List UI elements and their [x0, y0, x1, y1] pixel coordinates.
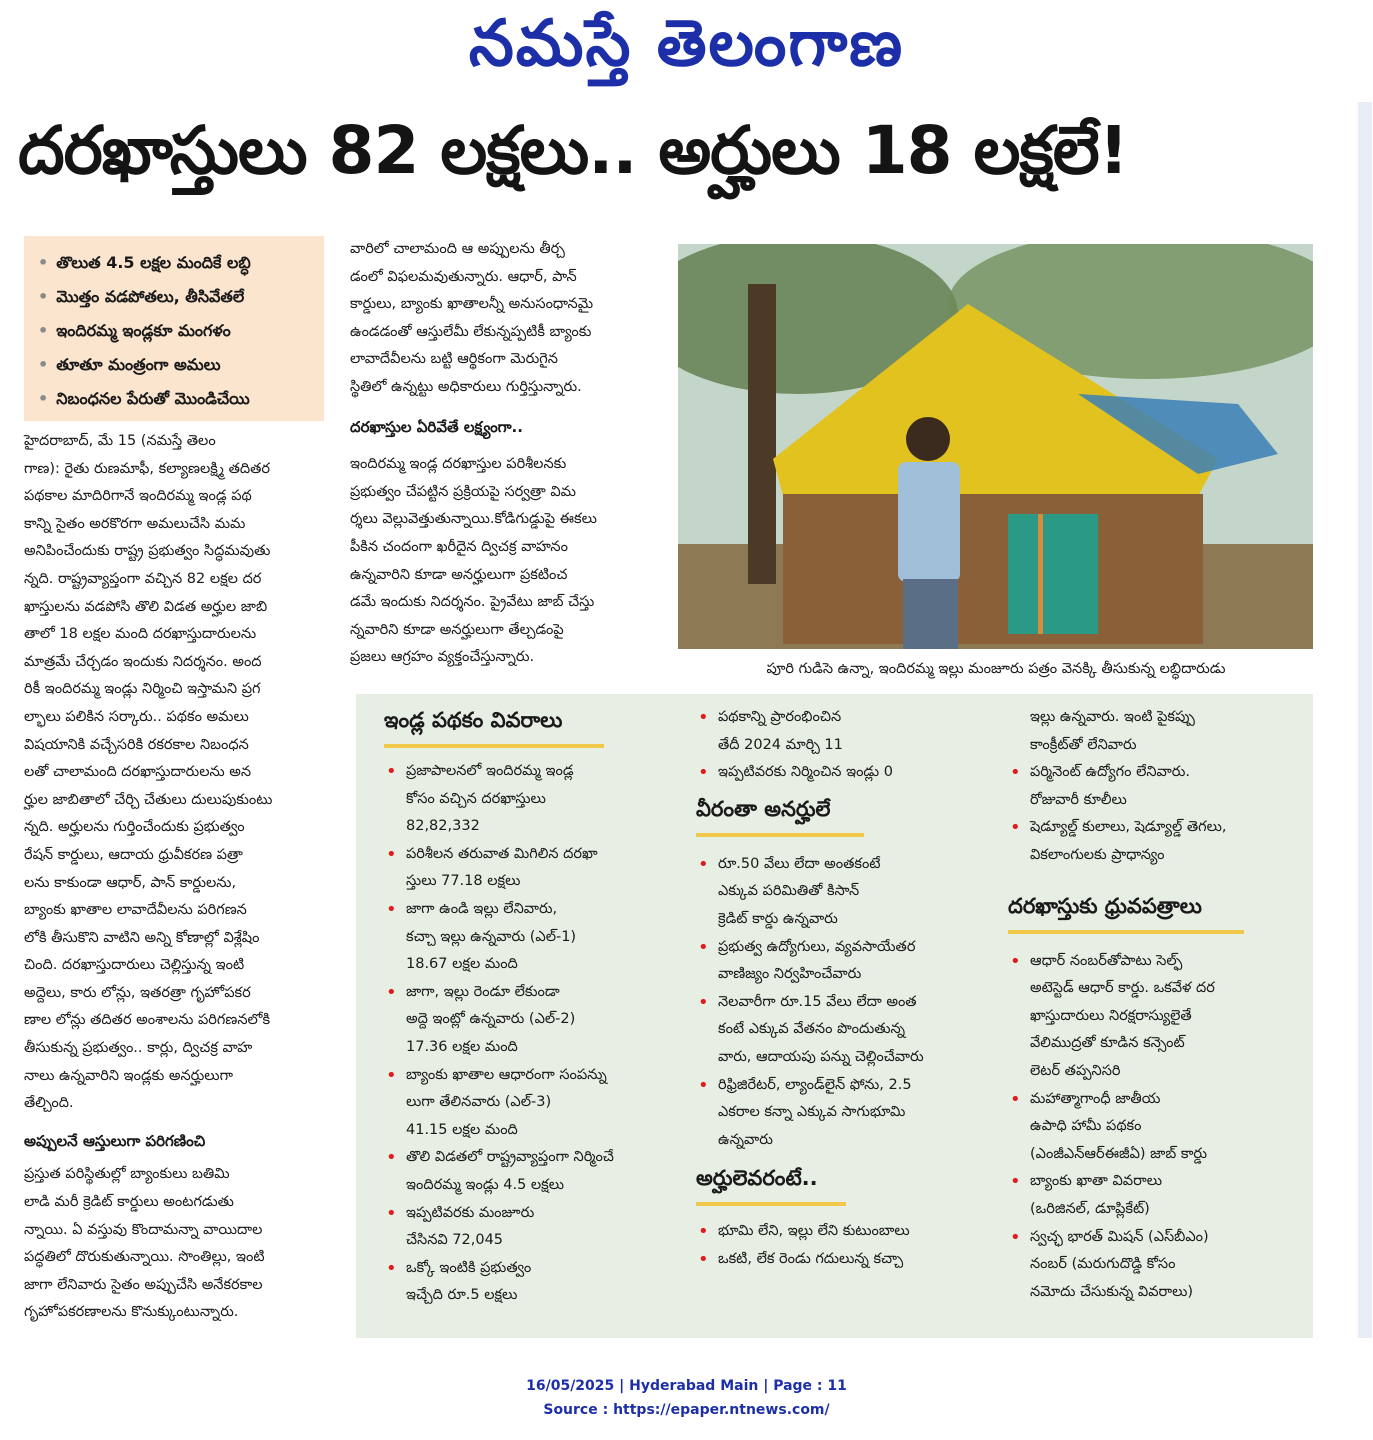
scheme-start-item-line: తేదీ 2024 మార్చి 11	[718, 736, 843, 753]
document-item	[1008, 1086, 1308, 1169]
ineligible-item	[696, 851, 996, 934]
ineligible-item-line: వారు, ఆదాయపు పన్ను చెల్లించేవారు	[718, 1048, 924, 1065]
documents-title: దరఖాస్తుకు ధ్రువపత్రాలు	[1008, 893, 1202, 918]
highlight-text: ఇందిరమ్మ ఇండ్లకూ మంగళం	[56, 321, 231, 340]
scheme-item-line: • ఒక్కో ఇంటికి ప్రభుత్వం	[406, 1259, 532, 1276]
article-line: న్నది. అర్హులను గుర్తించేందుకు ప్రభుత్వం	[24, 819, 245, 836]
details-panel	[356, 694, 1313, 1338]
document-item-line: వేలిముద్రతో కూడిన కన్సెంట్	[1030, 1035, 1185, 1052]
scheme-item-line: • జాగా ఉండి ఇల్లు లేనివారు,	[406, 900, 558, 917]
scheme-item-line: • ఇప్పటివరకు మంజూరు	[406, 1204, 535, 1221]
scheme-details-section	[384, 708, 684, 1310]
bullet-icon: •	[38, 287, 49, 306]
scheme-item	[384, 841, 684, 896]
eligible-continued-line: కాంక్రీట్‌తో లేనివారు	[1030, 736, 1137, 753]
documents-list	[1008, 948, 1308, 1307]
article-line: డంలో విఫలమవుతున్నారు. ఆధార్, పాన్	[350, 268, 577, 285]
scheme-item-line: 41.15 లక్షల మంది	[406, 1121, 518, 1138]
article-line: కాన్ని సైతం అరకొరగా అమలుచేసి మమ	[24, 515, 246, 532]
bullet-icon: •	[38, 321, 49, 340]
title-underline	[384, 744, 604, 748]
ineligible-item-line: • నెలవారీగా రూ.15 వేలు లేదా అంత	[718, 993, 917, 1010]
scheme-item-line: అద్దె ఇంట్లో ఉన్నవారు (ఎల్-2)	[406, 1011, 576, 1028]
highlight-text: తొలుత 4.5 లక్షల మందికే లబ్ధి	[56, 253, 251, 272]
article-line: ఇందిరమ్మ ఇండ్ల దరఖాస్తుల పరిశీలనకు	[350, 456, 567, 473]
article-column-1	[24, 428, 324, 1327]
article-line: అద్దెలు, కారు లోన్లు, ఇతరత్రా గృహోపకర	[24, 984, 251, 1001]
article-line: అనిపించేందుకు రాష్ట్ర ప్రభుత్వం సిద్ధమవుతు	[24, 543, 271, 560]
scheme-item	[384, 1255, 684, 1310]
column-2-text	[350, 236, 662, 402]
middle-section	[696, 704, 996, 1274]
article-line: న్నాయి. ఏ వస్తువు కొందామన్నా వాయిదాల	[24, 1221, 263, 1238]
scheme-item-line: • పరిశీలన తరువాత మిగిలిన దరఖా	[406, 845, 598, 862]
headline: దరఖాస్తులు 82 లక్షలు.. అర్హులు 18 లక్షలే!	[18, 112, 1128, 189]
scheme-item	[384, 1144, 684, 1199]
eligible-title: అర్హులెవరంటే..	[696, 1166, 818, 1191]
article-line: బ్యాంకు ఖాతాల లావాదేవీలను పరిగణన	[24, 902, 247, 919]
article-line: ణాల లోన్లు తదితర అంశాలను పరిగణనలోకి	[24, 1012, 271, 1029]
scheme-details-list	[384, 758, 684, 1310]
ineligible-item	[696, 934, 996, 989]
highlight-item	[38, 382, 316, 416]
highlights-box	[24, 236, 324, 421]
article-line: లావాదేవీలను బట్టి ఆర్థికంగా మెరుగైన	[350, 351, 558, 368]
scheme-item	[384, 1062, 684, 1145]
highlight-text: మొత్తం వడపోతలు, తీసివేతలే	[56, 287, 245, 306]
highlights-list	[38, 246, 316, 416]
eligible-item-line: • షెడ్యూల్డ్ కులాలు, షెడ్యూల్డ్ తెగలు,	[1030, 819, 1227, 836]
article-line: రేషన్ కార్డులు, ఆదాయ ధ్రువీకరణ పత్రా	[24, 846, 243, 863]
article-line: ర్హుల జాబితాలో చేర్చి చేతులు దులుపుకుంటు	[24, 791, 273, 808]
highlight-item	[38, 348, 316, 382]
article-line: ప్రజలు ఆగ్రహం వ్యక్తంచేస్తున్నారు.	[350, 649, 535, 666]
scheme-item	[384, 896, 684, 979]
article-line: జాగా లేనివారు సైతం అప్పుచేసి అనేకరకాల	[24, 1276, 263, 1293]
scheme-item-line: ఇచ్చేది రూ.5 లక్షలు	[406, 1287, 518, 1304]
article-line: పద్ధతిలో దొరుకుతున్నాయి. సొంతిల్లు, ఇంటి	[24, 1249, 265, 1266]
article-line: తాలో 18 లక్షల మంది దరఖాస్తుదారులను	[24, 626, 257, 643]
article-line: చింది. దరఖాస్తుదారులు చెల్లిస్తున్న ఇంటి	[24, 957, 245, 974]
scheme-item	[384, 758, 684, 841]
document-item-line: • బ్యాంకు ఖాతా వివరాలు	[1030, 1173, 1162, 1190]
article-line: ఖాస్తులను వడపోసి తొలి విడత అర్హుల జాబి	[24, 598, 268, 615]
article-line: లోకి తీసుకొని వాటిని అన్ని కోణాల్లో విశ్లేషిం	[24, 929, 260, 946]
ineligible-item-line: • రూ.50 వేలు లేదా అంతకంటే	[718, 855, 881, 872]
scheme-details-title: ఇండ్ల పథకం వివరాలు	[384, 708, 563, 732]
bullet-icon: •	[38, 253, 49, 272]
article-line: ర్శలు వెల్లువెత్తుతున్నాయి.కోడిగుడ్డుపై ఈకలు	[350, 511, 597, 528]
beneficiary-hut-photo	[678, 244, 1313, 649]
scheme-start-item	[696, 704, 996, 759]
column-1-text	[24, 428, 324, 1118]
document-item	[1008, 948, 1308, 1086]
article-line: డమే ఇందుకు నిదర్శనం. ప్రైవేటు జాబ్ చేస్తు	[350, 594, 595, 611]
scheme-item-line: కచ్చా ఇల్లు ఉన్నవారు (ఎల్-1)	[406, 928, 577, 945]
highlight-item	[38, 280, 316, 314]
article-line: గృహోపకరణాలను కొనుక్కుంటున్నారు.	[24, 1304, 239, 1321]
eligible-item	[696, 1218, 996, 1246]
highlight-text: తూతూ మంత్రంగా అమలు	[56, 355, 221, 374]
article-line: లాడి మరీ క్రెడిట్ కార్డులు అంటగడుతు	[24, 1194, 234, 1211]
ineligible-item	[696, 1072, 996, 1155]
article-line: మాత్రమే చేర్చడం ఇందుకు నిదర్శనం. అంద	[24, 653, 262, 670]
eligible-item	[1008, 814, 1308, 869]
article-line: నాలు ఉన్నవారిని ఇండ్లకు అనర్హులుగా	[24, 1067, 233, 1084]
eligible-item-line: • ఒకటి, లేక రెండు గదులున్న కచ్చా	[718, 1250, 904, 1267]
article-line: పీకిన చందంగా ఖరీదైన ద్విచక్ర వాహనం	[350, 538, 568, 555]
ineligible-item-line: ఎక్కువ పరిమితితో కిసాన్	[718, 883, 860, 900]
scheme-item-line: లుగా తేలినవారు (ఎల్-3)	[406, 1094, 552, 1111]
document-item-line: (ఒరిజినల్, డూప్లికేట్)	[1030, 1200, 1150, 1217]
ineligible-item-line: • రిఫ్రిజిరేటర్, ల్యాండ్‌లైన్ ఫోను, 2.5	[718, 1076, 912, 1093]
ineligible-item-line: వాణిజ్యం నిర్వహించేవారు	[718, 966, 862, 983]
highlight-item	[38, 314, 316, 348]
document-item-line: ఖాస్తుదారులు నిరక్షరాస్యులైతే	[1030, 1007, 1192, 1024]
scheme-item-line: చేసినవి 72,045	[406, 1232, 504, 1249]
scheme-item-line: 82,82,332	[406, 818, 480, 835]
eligible-continued-text	[1008, 704, 1308, 759]
scheme-item-line: కోసం వచ్చిన దరఖాస్తులు	[406, 790, 546, 807]
document-item-line: • మహాత్మాగాంధీ జాతీయ	[1030, 1090, 1161, 1107]
scheme-item-line: ఇందిరమ్మ ఇండ్లు 4.5 లక్షలు	[406, 1176, 565, 1193]
scheme-start-item-line: • ఇప్పటివరకు నిర్మించిన ఇండ్లు 0	[718, 764, 894, 781]
scheme-item	[384, 979, 684, 1062]
scheme-start-item-line: • పథకాన్ని ప్రారంభించిన	[718, 709, 842, 725]
article-line: ఉన్నవారిని కూడా అనర్హులుగా ప్రకటించ	[350, 566, 568, 583]
article-line: విషయానికి వచ్చేసరికి రకరకాల నిబంధన	[24, 736, 249, 753]
article-line: ల్భాలు పలికిన సర్కారు.. పథకం అమలు	[24, 708, 249, 725]
article-line: వారిలో చాలామంది ఆ అప్పులను తీర్చ	[350, 241, 565, 257]
article-line: న్నది. రాష్ట్రవ్యాప్తంగా వచ్చిన 82 లక్షల దర	[24, 570, 262, 587]
article-line: హైదరాబాద్, మే 15 (నమస్తే తెలం	[24, 433, 216, 449]
document-item-line: ఉపాధి హామీ పథకం	[1030, 1118, 1142, 1135]
article-line: ఉండడంతో ఆస్తులేమీ లేకున్నప్పటికీ బ్యాంకు	[350, 323, 592, 340]
title-underline	[696, 1202, 846, 1206]
scheme-item-line: • తొలి విడతలో రాష్ట్రవ్యాప్తంగా నిర్మించే	[406, 1149, 614, 1166]
eligible-item-line: రోజువారీ కూలీలు	[1030, 791, 1127, 808]
article-line: లను కాకుండా ఆధార్, పాన్ కార్డులను,	[24, 874, 237, 891]
document-item	[1008, 1224, 1308, 1307]
eligible-continued-line: ఇల్లు ఉన్నవారు. ఇంటి పైకప్పు	[1030, 709, 1195, 725]
article-line: రికీ ఇందిరమ్మ ఇండ్లు నిర్మించి ఇస్తామని ప్రగ	[24, 681, 261, 698]
document-item-line: నంబర్ (మరుగుదొడ్డి కోసం	[1030, 1256, 1176, 1273]
column-1-subhead: అప్పులనే ఆస్తులుగా పరిగణించి	[24, 1131, 206, 1150]
ineligible-list	[696, 851, 996, 1155]
ineligible-item-line: ఎకరాల కన్నా ఎక్కువ సాగుభూమి	[718, 1104, 906, 1121]
document-item-line: • ఆధార్ నంబర్‌తోపాటు సెల్ఫ్	[1030, 952, 1183, 969]
ineligible-item-line: • ప్రభుత్వ ఉద్యోగులు, వ్యవసాయేతర	[718, 938, 916, 955]
bullet-icon: •	[38, 389, 49, 408]
eligible-item-line: • పర్మినెంట్ ఉద్యోగం లేనివారు.	[1030, 764, 1190, 781]
eligible-item	[1008, 759, 1308, 814]
article-line: గాణ): రైతు రుణమాఫీ, కల్యాణలక్ష్మి తదితర	[24, 460, 270, 477]
scheme-item	[384, 1200, 684, 1255]
ineligible-item-line: కంటే ఎక్కువ వేతనం పొందుతున్న	[718, 1021, 906, 1038]
ineligible-item	[696, 989, 996, 1072]
ineligible-item-line: క్రెడిట్ కార్డు ఉన్నవారు	[718, 910, 838, 927]
column-1b-text	[24, 1161, 324, 1327]
scheme-start-item	[696, 759, 996, 787]
document-item-line: (ఎంజీఎన్ఆర్ఈజీఏ) జాబ్ కార్డు	[1030, 1145, 1208, 1162]
scheme-start-list	[696, 704, 996, 787]
article-column-2	[350, 236, 662, 672]
scheme-item-line: • జాగా, ఇల్లు రెండూ లేకుండా	[406, 983, 560, 1000]
article-line: లతో చాలామంది దరఖాస్తుదారులను అన	[24, 764, 252, 781]
ineligible-item-line: ఉన్నవారు	[718, 1131, 773, 1148]
scheme-item-line: • బ్యాంకు ఖాతాల ఆధారంగా సంపన్ను	[406, 1066, 607, 1083]
article-line: ప్రభుత్వం చేపట్టిన ప్రక్రియపై సర్వత్రా విమ	[350, 483, 576, 500]
masthead-logo: నమస్తే తెలంగాణ	[468, 6, 905, 81]
footer-source: Source : https://epaper.ntnews.com/	[543, 1402, 830, 1418]
article-line: పథకాల మాదిరిగానే ఇందిరమ్మ ఇండ్ల పథ	[24, 488, 252, 505]
scheme-item-line: 18.67 లక్షల మంది	[406, 956, 518, 973]
article-line: తేల్చింది.	[24, 1095, 74, 1112]
article-line: తీసుకున్న ప్రభుత్వం.. కార్లు, ద్విచక్ర వాహ	[24, 1040, 253, 1057]
highlight-text: నిబంధనల పేరుతో మొండిచేయి	[56, 389, 250, 408]
page-edge-strip	[1358, 102, 1372, 1338]
title-underline	[696, 833, 864, 837]
eligible-item-line: • భూమి లేని, ఇల్లు లేని కుటుంబాలు	[718, 1223, 910, 1240]
hut-illustration	[678, 244, 1313, 649]
article-line: కార్డులు, బ్యాంకు ఖాతాలన్నీ అనుసంధానమై	[350, 296, 594, 313]
article-line: ప్రస్తుత పరిస్థితుల్లో బ్యాంకులు బతిమి	[24, 1166, 230, 1183]
document-item-line: అటెస్టెడ్ ఆధార్ కార్డు. ఒకవేళ దర	[1030, 980, 1215, 997]
document-item-line: నమోదు చేసుకున్న వివరాలు)	[1030, 1283, 1194, 1300]
scheme-item-line: • ప్రజాపాలనలో ఇందిరమ్మ ఇండ్ల	[406, 763, 574, 779]
column-2-subhead: దరఖాస్తుల ఏరివేతే లక్ష్యంగా..	[350, 417, 523, 436]
right-section	[1008, 704, 1308, 1306]
article-line: స్థితిలో ఉన్నట్టు అధికారులు గుర్తిస్తున్నారు.	[350, 378, 582, 395]
bullet-icon: •	[38, 355, 49, 374]
scheme-item-line: స్తులు 77.18 లక్షలు	[406, 873, 521, 890]
scheme-item-line: 17.36 లక్షల మంది	[406, 1038, 518, 1055]
eligible-item-line: వికలాంగులకు ప్రాధాన్యం	[1030, 846, 1165, 863]
article-line: న్నవారిని కూడా అనర్హులుగా తేల్చడంపై	[350, 621, 564, 638]
document-item	[1008, 1168, 1308, 1223]
title-underline	[1008, 930, 1244, 934]
document-item-line: • స్వచ్ఛ భారత్ మిషన్ (ఎస్‌బీఎం)	[1030, 1228, 1209, 1245]
photo-caption: పూరి గుడిసె ఉన్నా, ఇందిరమ్మ ఇల్లు మంజూరు పత్రం వెనక్కి తీసుకున్న లబ్ధిదారుడు	[766, 661, 1226, 677]
footer-date-page: 16/05/2025 | Hyderabad Main | Page : 11	[526, 1378, 847, 1394]
eligible-list	[696, 1218, 996, 1273]
document-item-line: లెటర్ తప్పనిసరి	[1030, 1062, 1121, 1079]
eligible-continued-list	[1008, 759, 1308, 869]
highlight-item	[38, 246, 316, 280]
column-2b-text	[350, 451, 662, 672]
eligible-item	[696, 1246, 996, 1274]
ineligible-title: వీరంతా అనర్హులే	[696, 796, 831, 821]
